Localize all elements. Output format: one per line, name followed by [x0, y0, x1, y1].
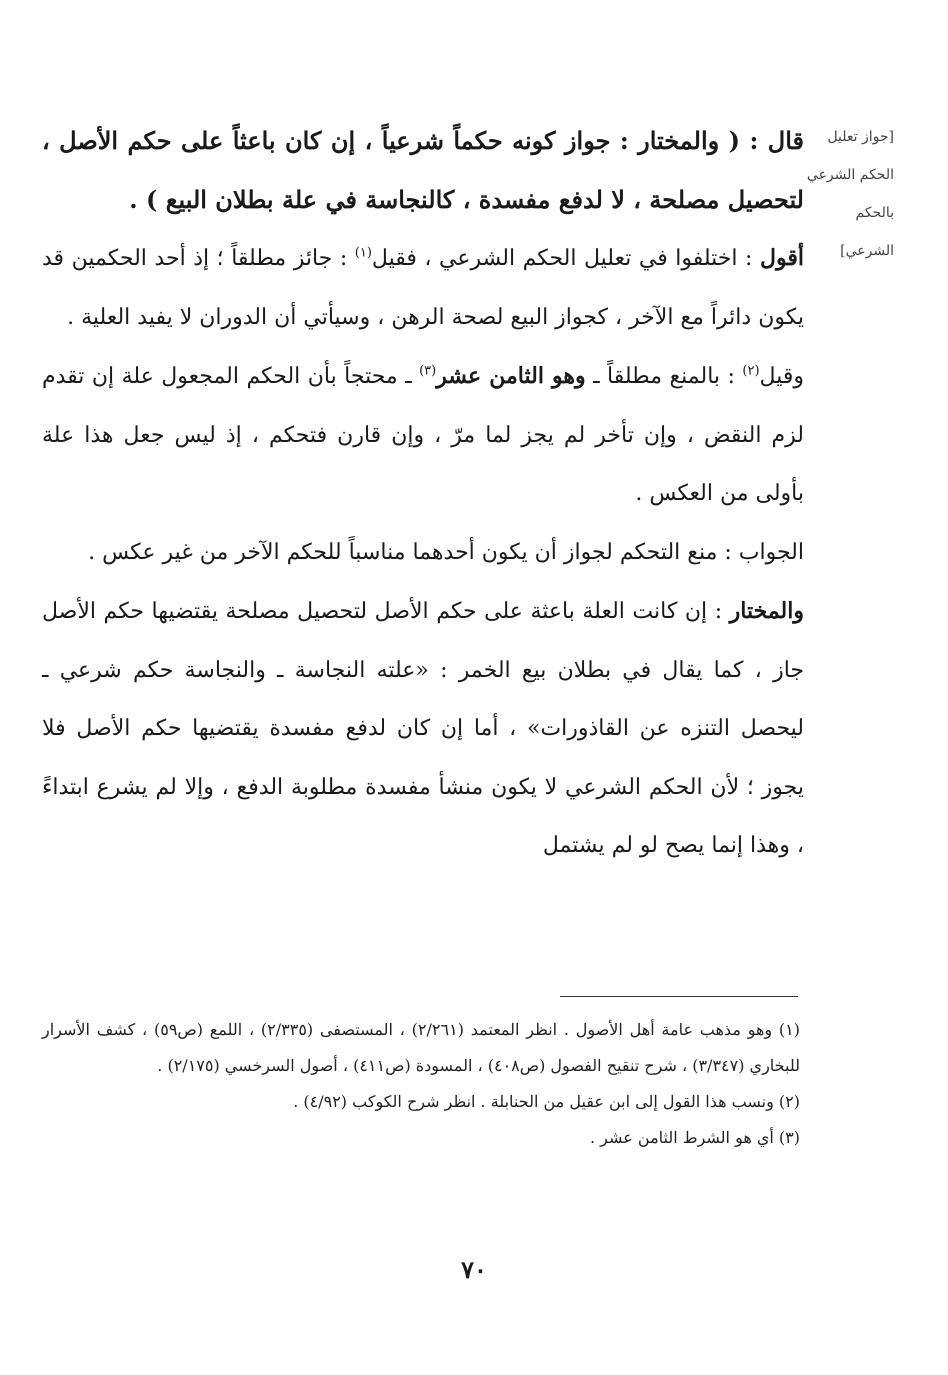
footnote-ref-3: (٣) [419, 363, 437, 379]
paragraph-text: ـ محتجاً بأن الحكم المجعول علة إن تقدم لزم النقض ، وإن تأخر لم يجز لما مرّ ، وإن قارن فتحكم ، إذ ليس جعل هذا علة بأولى من العكس . [42, 364, 804, 506]
paragraph-answer: الجواب : منع التحكم لجواز أن يكون أحدهما مناسباً للحكم الآخر من غير عكس . [88, 539, 804, 565]
paragraph-qil [42, 347, 804, 524]
margin-note: [جواز تعليل الحكم الشرعي بالحكم الشرعي] [806, 129, 894, 259]
footnote-1: (١) وهو مذهب عامة أهل الأصول . انظر المعتمد (٢/٢٦١) ، المستصفى (٢/٣٣٥) ، اللمع (ص٥٩) ، كشف الأسرار للبخاري (٣/٣٤٧) ، شرح تنقيح الفصول (ص٤٠٨) ، المسودة (ص٤١١) ، أصول السرخسي (٢/١٧٥) . [42, 1020, 800, 1075]
page-number: ٧٠ [461, 1255, 487, 1284]
paragraph-text: : جائز مطلقاً ؛ إذ أحد الحكمين قد يكون دائراً مع الآخر ، كجواز البيع لصحة الرهن ، وسيأتي أن الدوران لا يفيد العلية . [42, 246, 804, 330]
aqul-label: أقول [760, 245, 804, 271]
paragraph-text: وقيل [759, 364, 804, 389]
paragraph-aqul [42, 229, 804, 347]
paragraph-mukhtar [42, 582, 804, 876]
footnote-divider [560, 996, 798, 997]
paragraph-text: : اختلفوا في تعليل الحكم الشرعي ، فقيل [371, 246, 761, 271]
footnotes [42, 1012, 800, 1156]
footnote-3: (٣) أي هو الشرط الثامن عشر . [590, 1128, 800, 1147]
bold-phrase: وهو الثامن عشر [436, 363, 586, 389]
footnote-2: (٢) ونسب هذا القول إلى ابن عقيل من الحنابلة . انظر شرح الكوكب (٤/٩٢) . [293, 1092, 800, 1111]
main-text [42, 112, 804, 876]
paragraph-text: : إن كانت العلة باعثة على حكم الأصل لتحصيل مصلحة يقتضيها حكم الأصل جاز ، كما يقال في بطلان بيع الخمر : «علته النجاسة ـ والنجاسة حكم شرعي ـ ليحصل التنزه عن القاذورات» ، أما إن كان لدفع مفسدة يقتضيها حكم الأصل فلا يجوز ؛ لأن الحكم الشرعي لا يكون منشأ مفسدة مطلوبة الدفع ، وإلا لم يشرع ابتداءً ، وهذا إنما يصح لو لم يشتمل [42, 599, 804, 858]
mukhtar-label: والمختار [729, 598, 804, 624]
paragraph-text: : بالمنع مطلقاً ـ [585, 364, 743, 389]
quoted-statement: قال : ( والمختار : جواز كونه حكماً شرعياً ، إن كان باعثاً على حكم الأصل ، لتحصيل مصلحة ، لا لدفع مفسدة ، كالنجاسة في علة بطلان البيع ) . [42, 126, 804, 214]
footnote-ref-2: (٢) [742, 363, 760, 379]
footnote-ref-1: (١) [354, 245, 372, 261]
